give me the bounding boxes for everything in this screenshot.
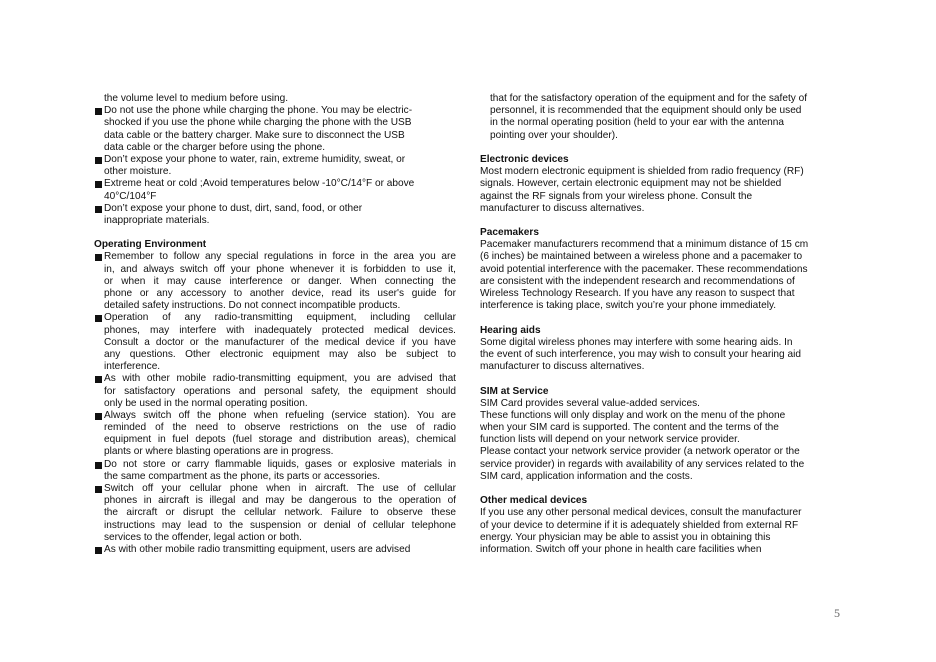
text-line: function lists will depend on your network service provider. [480,434,740,446]
text-line: services to the offender, legal action or both. [104,531,302,543]
text-line: Do not use the phone while charging the phone. You may be electric- [104,105,413,117]
text-line: If you use any other personal medical devices, consult the manufacturer [480,507,802,519]
bullet-square-icon [95,181,102,188]
bullet-square-icon [95,315,102,322]
bullet-square-icon [95,108,102,115]
text-line: equipment in fuel depots (fuel storage and distribution areas), chemical [104,434,456,446]
text-line: Remember to follow any special regulations in force in the area you are [104,251,456,263]
text-line: Do not store or carry flammable liquids, gases or explosive materials in [104,458,456,470]
text-line: the aircraft or disrupt the cellular network. Failure to observe these [104,507,456,519]
bullet-item [94,373,456,410]
section-heading: Other medical devices [480,495,588,507]
text-line: signals. However, certain electronic equipment may not be shielded [480,178,782,190]
text-line: Wireless Technology Research. If you have any reason to suspect that [480,288,795,299]
text-line: 40°C/104°F [104,190,157,202]
page-number: 5 [834,606,840,620]
text-line: Switch off your cellular phone when in aircraft. The use of cellular [104,483,456,494]
bullet-item [94,410,456,459]
bullet-item [94,203,456,227]
continued-text [94,93,456,105]
text-line: Don’t expose your phone to dust, dirt, sand, food, or other [104,202,363,214]
text-line: Some digital wireless phones may interfere with some hearing aids. In [480,336,793,348]
text-line: Extreme heat or cold ;Avoid temperatures below -10°C/14°F or above [104,178,415,190]
bullet-item [94,251,456,312]
text-line: the same compartment as the phone, its parts or accessories. [104,470,381,482]
text-line: Please contact your network service provider (a network operator or the [480,446,800,458]
text-line: against the RF signals from your wireless phone. Consult the [480,190,753,202]
text-line: information. Switch off your phone in health care facilities when [480,543,762,555]
paragraph [480,166,842,215]
text-line: other moisture. [104,166,172,178]
text-line: interference is taking place, switch you’re your phone immediately. [480,300,777,312]
text-line: interference. [104,361,161,373]
blank-line [94,227,456,239]
text-line: any questions. Other electronic equipment may also be subject to [104,348,456,360]
blank-line [480,483,842,495]
text-line: (6 inches) be maintained between a wireless phone and a pacemaker to [480,251,803,263]
text-line: plants or where blasting operations are in progress. [104,446,334,458]
text-line: avoid potential interference with the pacemaker. These recommendations [480,263,808,275]
continued-text [480,93,842,142]
bullet-square-icon [95,547,102,554]
paragraph [480,398,842,483]
bullet-item [94,483,456,544]
text-line: detailed safety instructions. Do not connect incompatible products. [104,300,401,312]
text-line: when your SIM card is supported. The content and the terms of the [480,422,779,434]
text-line: Operation of any radio-transmitting equipment, including cellular [104,312,456,324]
text-line: Pacemaker manufacturers recommend that a minimum distance of 15 cm [480,239,809,251]
text-line: manufacturer to discuss alternatives. [480,202,645,214]
right-column [480,93,842,556]
text-line: These functions will only display and work on the menu of the phone [480,409,786,421]
bullet-square-icon [95,157,102,164]
section-heading: Electronic devices [480,153,569,165]
text-line: manufacturer to discuss alternatives. [480,361,645,373]
bullet-item [94,105,456,154]
text-line: instructions may lead to the suspension or denial of cellular telephone [104,519,456,531]
text-line: reminded of the need to observe restrictions on the use of radio [104,422,456,434]
blank-line [480,373,842,385]
bullet-square-icon [95,254,102,261]
text-line: SIM card, application information and the costs. [480,470,693,482]
text-line: data cable or the charger before using the phone. [104,141,326,153]
blank-line [480,215,842,227]
text-line: in, and always switch off your phone whenever it is forbidden to use it, [104,263,456,275]
bullet-square-icon [95,413,102,420]
bullet-square-icon [95,486,102,493]
text-line: of your device to determine if it is adequately shielded from external RF [480,519,799,531]
text-line: for satisfactory operations and personal safety, the equipment should [104,385,456,397]
text-line: energy. Your physician may be able to assist you in obtaining this [480,531,771,543]
bullet-item [94,544,456,556]
paragraph [480,507,842,556]
bullet-square-icon [95,206,102,213]
section-heading: Operating Environment [94,239,207,251]
section-heading: Hearing aids [480,324,541,336]
text-line: inappropriate materials. [104,214,210,226]
section-heading: Pacemakers [480,227,539,239]
text-line: As with other mobile radio transmitting equipment, users are advised [104,543,411,555]
bullet-item [94,312,456,373]
blank-line [480,142,842,154]
text-line: Don’t expose your phone to water, rain, extreme humidity, sweat, or [104,153,406,165]
bullet-square-icon [95,462,102,469]
bullet-item [94,178,456,202]
blank-line [480,312,842,324]
paragraph [480,337,842,374]
text-line: that for the satisfactory operation of the equipment and for the safety of [490,93,808,104]
text-line: data cable or the battery charger. Make sure to disconnect the USB [104,129,405,141]
text-line: the event of such interference, you may wish to consult your hearing aid [480,348,801,360]
text-line: are consistent with the independent research and recommendations of [480,275,795,287]
text-line: or when it may cause interference or danger. When connecting the [104,275,456,287]
bullet-item [94,459,456,483]
paragraph [480,239,842,312]
text-line: phones in aircraft is illegal and may be dangerous to the operation of [104,495,456,507]
text-line: pointing over your shoulder). [490,129,618,141]
text-line: phone or any accessory to another device, read its user's guide for [104,288,456,299]
bullet-square-icon [95,376,102,383]
text-line: phones, may interfere with inadequately protected medical devices. [104,324,456,336]
text-line: service provider) in regards with availability of any services related to the [480,458,805,470]
left-column [94,93,456,556]
text-line: Most modern electronic equipment is shielded from radio frequency (RF) [480,166,804,178]
text-line: As with other mobile radio-transmitting equipment, you are advised that [104,373,456,385]
section-heading: SIM at Service [480,385,549,397]
bullet-item [94,154,456,178]
text-line: Consult a doctor or the manufacturer of the medical device if you have [104,336,456,348]
text-line: SIM Card provides several value-added services. [480,397,700,409]
text-line: Always switch off the phone when refueling (service station). You are [104,409,456,421]
text-line: shocked if you use the phone while charging the phone with the USB [104,117,412,129]
text-line: only be used in the normal operating position. [104,397,308,409]
text-line: personnel, it is recommended that the equipment should only be used [490,105,802,117]
text-line: the volume level to medium before using. [104,93,289,104]
text-line: in the normal operating position (held to your ear with the antenna [490,117,785,129]
